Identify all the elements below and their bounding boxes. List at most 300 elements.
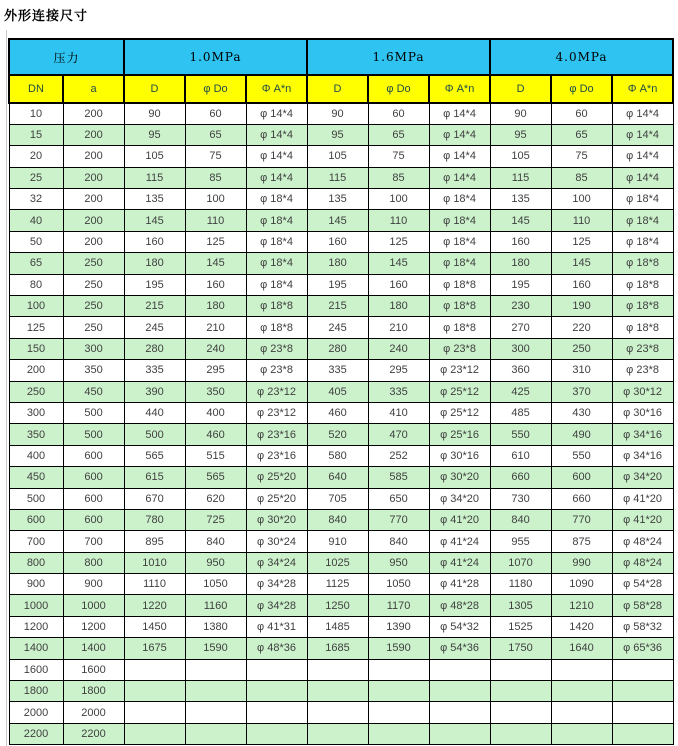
table-cell[interactable]: φ 18*4 [246, 274, 307, 295]
table-cell[interactable]: 600 [63, 509, 124, 530]
table-cell[interactable]: 700 [63, 531, 124, 552]
table-cell[interactable]: 1675 [124, 638, 185, 659]
table-cell[interactable] [612, 659, 673, 680]
table-cell[interactable]: φ 14*4 [429, 124, 490, 145]
table-cell[interactable]: 100 [368, 189, 429, 210]
table-cell[interactable]: 490 [551, 424, 612, 445]
table-cell[interactable]: 550 [551, 445, 612, 466]
table-cell[interactable]: 1200 [63, 616, 124, 637]
table-cell[interactable]: 800 [63, 552, 124, 573]
table-cell[interactable]: 160 [307, 231, 368, 252]
table-cell[interactable]: φ 18*4 [612, 189, 673, 210]
table-cell[interactable]: 115 [124, 167, 185, 188]
table-cell[interactable]: 270 [490, 317, 551, 338]
table-cell[interactable]: φ 14*4 [612, 146, 673, 167]
table-cell[interactable]: φ 14*4 [246, 124, 307, 145]
table-cell[interactable]: 1590 [185, 638, 246, 659]
table-cell[interactable]: φ 23*8 [612, 360, 673, 381]
table-cell[interactable]: 160 [124, 231, 185, 252]
table-cell[interactable]: 145 [368, 253, 429, 274]
table-cell[interactable]: 1590 [368, 638, 429, 659]
table-cell[interactable]: 370 [551, 381, 612, 402]
group-header-4.0mpa[interactable]: 4.0MPa [490, 39, 673, 75]
col-header-d-1[interactable]: D [124, 75, 185, 103]
table-cell[interactable]: 1525 [490, 616, 551, 637]
table-cell[interactable]: 85 [368, 167, 429, 188]
table-cell[interactable]: 20 [9, 146, 63, 167]
table-cell[interactable]: 75 [185, 146, 246, 167]
table-cell[interactable]: 350 [9, 424, 63, 445]
table-cell[interactable]: 770 [368, 509, 429, 530]
table-cell[interactable]: 1800 [63, 681, 124, 702]
table-cell[interactable]: 485 [490, 402, 551, 423]
table-cell[interactable]: 210 [368, 317, 429, 338]
table-cell[interactable]: 200 [9, 360, 63, 381]
table-cell[interactable]: 1010 [124, 552, 185, 573]
table-cell[interactable]: 770 [551, 509, 612, 530]
table-cell[interactable]: 145 [490, 210, 551, 231]
group-header-1.0mpa[interactable]: 1.0MPa [124, 39, 307, 75]
table-cell[interactable]: 450 [63, 381, 124, 402]
col-header-d-3[interactable]: D [490, 75, 551, 103]
table-cell[interactable]: 50 [9, 231, 63, 252]
table-cell[interactable]: φ 18*8 [246, 296, 307, 317]
table-cell[interactable]: 65 [368, 124, 429, 145]
table-cell[interactable]: 245 [124, 317, 185, 338]
table-cell[interactable]: 1400 [9, 638, 63, 659]
table-cell[interactable] [124, 702, 185, 723]
table-cell[interactable]: 1110 [124, 574, 185, 595]
table-cell[interactable]: 250 [63, 274, 124, 295]
table-cell[interactable]: φ 23*12 [246, 381, 307, 402]
table-cell[interactable]: 950 [185, 552, 246, 573]
table-cell[interactable]: 195 [307, 274, 368, 295]
table-cell[interactable] [551, 681, 612, 702]
table-cell[interactable]: 95 [490, 124, 551, 145]
table-cell[interactable] [429, 723, 490, 744]
table-cell[interactable]: φ 41*20 [612, 488, 673, 509]
table-cell[interactable]: 840 [185, 531, 246, 552]
table-cell[interactable]: φ 14*4 [246, 103, 307, 124]
table-cell[interactable]: 450 [9, 467, 63, 488]
table-cell[interactable]: φ 23*8 [246, 338, 307, 359]
table-cell[interactable]: φ 18*4 [429, 189, 490, 210]
table-cell[interactable]: 105 [307, 146, 368, 167]
table-cell[interactable] [490, 702, 551, 723]
table-cell[interactable]: 75 [368, 146, 429, 167]
table-cell[interactable]: φ 18*4 [612, 210, 673, 231]
table-cell[interactable]: 500 [124, 424, 185, 445]
table-cell[interactable]: φ 48*36 [246, 638, 307, 659]
table-cell[interactable]: 600 [63, 467, 124, 488]
col-header-dn[interactable]: DN [9, 75, 63, 103]
table-cell[interactable]: φ 41*31 [246, 616, 307, 637]
table-cell[interactable]: φ 34*28 [246, 595, 307, 616]
table-cell[interactable]: 250 [63, 296, 124, 317]
table-cell[interactable]: 180 [490, 253, 551, 274]
table-cell[interactable]: 95 [307, 124, 368, 145]
table-cell[interactable]: 90 [490, 103, 551, 124]
table-cell[interactable]: 2000 [63, 702, 124, 723]
table-cell[interactable]: φ 18*8 [612, 296, 673, 317]
table-cell[interactable]: 65 [9, 253, 63, 274]
table-cell[interactable]: 200 [63, 146, 124, 167]
table-cell[interactable]: 135 [124, 189, 185, 210]
table-cell[interactable]: 1250 [307, 595, 368, 616]
table-cell[interactable]: φ 23*16 [246, 445, 307, 466]
table-cell[interactable]: 460 [307, 402, 368, 423]
table-cell[interactable]: 65 [185, 124, 246, 145]
table-cell[interactable] [246, 681, 307, 702]
table-cell[interactable]: 350 [185, 381, 246, 402]
table-cell[interactable]: 1685 [307, 638, 368, 659]
table-cell[interactable]: 60 [185, 103, 246, 124]
table-cell[interactable]: 252 [368, 445, 429, 466]
table-cell[interactable]: 660 [490, 467, 551, 488]
table-cell[interactable]: 125 [185, 231, 246, 252]
table-cell[interactable]: φ 18*4 [246, 231, 307, 252]
table-cell[interactable]: 1485 [307, 616, 368, 637]
table-cell[interactable]: 460 [185, 424, 246, 445]
table-cell[interactable]: 950 [368, 552, 429, 573]
table-cell[interactable]: 60 [551, 103, 612, 124]
table-cell[interactable]: 160 [490, 231, 551, 252]
col-header-do-1[interactable]: φ Do [185, 75, 246, 103]
table-cell[interactable]: 335 [124, 360, 185, 381]
table-cell[interactable]: φ 14*4 [246, 146, 307, 167]
col-header-do-2[interactable]: φ Do [368, 75, 429, 103]
table-cell[interactable] [246, 702, 307, 723]
table-cell[interactable] [307, 681, 368, 702]
table-cell[interactable]: 125 [551, 231, 612, 252]
table-cell[interactable]: 580 [307, 445, 368, 466]
table-cell[interactable]: 600 [9, 509, 63, 530]
table-cell[interactable]: 1305 [490, 595, 551, 616]
table-cell[interactable]: 840 [368, 531, 429, 552]
table-cell[interactable] [124, 681, 185, 702]
col-header-an-1[interactable]: Φ A*n [246, 75, 307, 103]
table-cell[interactable]: 200 [63, 103, 124, 124]
table-cell[interactable]: φ 23*8 [246, 360, 307, 381]
table-cell[interactable]: 145 [307, 210, 368, 231]
table-cell[interactable] [246, 659, 307, 680]
table-cell[interactable]: 360 [490, 360, 551, 381]
table-cell[interactable]: φ 23*16 [246, 424, 307, 445]
table-cell[interactable] [490, 723, 551, 744]
table-cell[interactable]: φ 41*24 [429, 531, 490, 552]
table-cell[interactable]: 1125 [307, 574, 368, 595]
table-cell[interactable]: 615 [124, 467, 185, 488]
table-cell[interactable]: φ 18*4 [429, 231, 490, 252]
table-cell[interactable]: φ 34*28 [246, 574, 307, 595]
table-cell[interactable] [185, 702, 246, 723]
table-cell[interactable]: 2200 [9, 723, 63, 744]
table-cell[interactable]: 400 [9, 445, 63, 466]
table-cell[interactable]: 295 [368, 360, 429, 381]
table-cell[interactable]: 200 [63, 189, 124, 210]
table-cell[interactable]: 390 [124, 381, 185, 402]
table-cell[interactable]: 440 [124, 402, 185, 423]
table-cell[interactable]: 730 [490, 488, 551, 509]
table-cell[interactable] [307, 723, 368, 744]
table-cell[interactable]: 200 [63, 167, 124, 188]
table-cell[interactable]: 430 [551, 402, 612, 423]
table-cell[interactable] [490, 659, 551, 680]
table-cell[interactable]: φ 25*20 [246, 467, 307, 488]
table-cell[interactable]: 250 [63, 253, 124, 274]
table-cell[interactable]: 40 [9, 210, 63, 231]
table-cell[interactable]: 200 [63, 210, 124, 231]
table-cell[interactable]: 1400 [63, 638, 124, 659]
table-cell[interactable]: 230 [490, 296, 551, 317]
table-cell[interactable]: φ 48*24 [612, 552, 673, 573]
table-cell[interactable]: 195 [490, 274, 551, 295]
table-cell[interactable]: φ 41*20 [612, 509, 673, 530]
col-header-d-2[interactable]: D [307, 75, 368, 103]
table-cell[interactable]: 250 [63, 317, 124, 338]
table-cell[interactable]: 515 [185, 445, 246, 466]
table-cell[interactable] [368, 702, 429, 723]
table-cell[interactable]: 520 [307, 424, 368, 445]
table-cell[interactable]: 1050 [368, 574, 429, 595]
table-cell[interactable]: 200 [63, 124, 124, 145]
table-cell[interactable]: φ 25*16 [429, 424, 490, 445]
group-header-1.6mpa[interactable]: 1.6MPa [307, 39, 490, 75]
table-cell[interactable]: 200 [63, 231, 124, 252]
table-cell[interactable]: φ 25*12 [429, 402, 490, 423]
table-cell[interactable]: 100 [551, 189, 612, 210]
table-cell[interactable]: 500 [63, 424, 124, 445]
table-cell[interactable]: φ 58*28 [612, 595, 673, 616]
table-cell[interactable]: 180 [368, 296, 429, 317]
table-cell[interactable]: 195 [124, 274, 185, 295]
table-cell[interactable]: 1000 [9, 595, 63, 616]
table-cell[interactable]: 1090 [551, 574, 612, 595]
table-cell[interactable]: φ 23*8 [429, 338, 490, 359]
table-cell[interactable]: 1050 [185, 574, 246, 595]
table-cell[interactable]: 1070 [490, 552, 551, 573]
table-cell[interactable]: 125 [368, 231, 429, 252]
table-cell[interactable]: φ 48*28 [429, 595, 490, 616]
table-cell[interactable]: 125 [9, 317, 63, 338]
table-cell[interactable] [612, 702, 673, 723]
table-cell[interactable]: φ 18*8 [429, 274, 490, 295]
table-cell[interactable] [246, 723, 307, 744]
table-cell[interactable]: φ 34*16 [612, 445, 673, 466]
table-cell[interactable]: φ 34*16 [612, 424, 673, 445]
table-cell[interactable]: φ 48*24 [612, 531, 673, 552]
table-cell[interactable]: 585 [368, 467, 429, 488]
table-cell[interactable] [551, 659, 612, 680]
table-cell[interactable]: 180 [307, 253, 368, 274]
table-cell[interactable]: 60 [368, 103, 429, 124]
table-cell[interactable]: 335 [368, 381, 429, 402]
table-cell[interactable]: 990 [551, 552, 612, 573]
table-cell[interactable]: 90 [124, 103, 185, 124]
table-cell[interactable]: 955 [490, 531, 551, 552]
table-cell[interactable]: 1000 [63, 595, 124, 616]
table-cell[interactable] [612, 681, 673, 702]
table-cell[interactable] [124, 723, 185, 744]
table-cell[interactable]: 280 [124, 338, 185, 359]
table-cell[interactable]: φ 34*24 [246, 552, 307, 573]
table-cell[interactable]: 100 [9, 296, 63, 317]
table-cell[interactable]: φ 14*4 [429, 103, 490, 124]
table-cell[interactable]: φ 14*4 [429, 167, 490, 188]
col-header-do-3[interactable]: φ Do [551, 75, 612, 103]
table-cell[interactable]: 75 [551, 146, 612, 167]
table-cell[interactable]: 350 [63, 360, 124, 381]
table-cell[interactable]: 425 [490, 381, 551, 402]
table-cell[interactable]: 90 [307, 103, 368, 124]
table-cell[interactable]: 15 [9, 124, 63, 145]
table-cell[interactable]: 1600 [63, 659, 124, 680]
table-cell[interactable]: φ 14*4 [246, 167, 307, 188]
table-cell[interactable]: 150 [9, 338, 63, 359]
table-cell[interactable]: 840 [307, 509, 368, 530]
table-cell[interactable]: 160 [551, 274, 612, 295]
table-cell[interactable]: φ 34*20 [429, 488, 490, 509]
table-cell[interactable]: 620 [185, 488, 246, 509]
table-cell[interactable]: 215 [307, 296, 368, 317]
table-cell[interactable]: 180 [124, 253, 185, 274]
table-cell[interactable]: φ 25*20 [246, 488, 307, 509]
table-cell[interactable]: 895 [124, 531, 185, 552]
table-cell[interactable]: 840 [490, 509, 551, 530]
table-cell[interactable]: φ 54*32 [429, 616, 490, 637]
table-cell[interactable]: 145 [185, 253, 246, 274]
table-cell[interactable] [124, 659, 185, 680]
table-cell[interactable]: 1210 [551, 595, 612, 616]
table-cell[interactable]: 135 [490, 189, 551, 210]
table-cell[interactable]: 240 [185, 338, 246, 359]
table-cell[interactable]: 110 [185, 210, 246, 231]
table-cell[interactable]: φ 54*28 [612, 574, 673, 595]
table-cell[interactable]: φ 18*4 [246, 210, 307, 231]
table-cell[interactable]: 300 [9, 402, 63, 423]
table-cell[interactable]: 115 [490, 167, 551, 188]
table-cell[interactable]: 600 [551, 467, 612, 488]
table-cell[interactable]: φ 30*12 [612, 381, 673, 402]
col-header-an-3[interactable]: Φ A*n [612, 75, 673, 103]
table-cell[interactable]: 80 [9, 274, 63, 295]
table-cell[interactable]: 1220 [124, 595, 185, 616]
table-cell[interactable]: 250 [9, 381, 63, 402]
table-cell[interactable]: 1390 [368, 616, 429, 637]
table-cell[interactable] [368, 659, 429, 680]
table-cell[interactable] [185, 681, 246, 702]
table-cell[interactable]: φ 14*4 [612, 167, 673, 188]
table-cell[interactable]: 300 [63, 338, 124, 359]
table-cell[interactable] [429, 681, 490, 702]
table-cell[interactable]: 115 [307, 167, 368, 188]
table-cell[interactable]: 670 [124, 488, 185, 509]
table-cell[interactable]: φ 18*8 [429, 296, 490, 317]
table-cell[interactable] [368, 681, 429, 702]
table-cell[interactable]: φ 23*12 [246, 402, 307, 423]
table-cell[interactable]: 85 [185, 167, 246, 188]
table-cell[interactable]: φ 18*4 [612, 231, 673, 252]
table-cell[interactable]: 800 [9, 552, 63, 573]
table-cell[interactable]: 565 [124, 445, 185, 466]
table-cell[interactable]: 220 [551, 317, 612, 338]
table-cell[interactable]: 1180 [490, 574, 551, 595]
table-cell[interactable]: 700 [9, 531, 63, 552]
table-cell[interactable]: 1600 [9, 659, 63, 680]
table-cell[interactable]: 470 [368, 424, 429, 445]
table-cell[interactable]: φ 41*20 [429, 509, 490, 530]
table-cell[interactable]: 1200 [9, 616, 63, 637]
table-cell[interactable]: 610 [490, 445, 551, 466]
table-cell[interactable]: φ 14*4 [429, 146, 490, 167]
table-cell[interactable]: φ 18*4 [429, 253, 490, 274]
table-cell[interactable]: 600 [63, 488, 124, 509]
table-cell[interactable]: φ 14*4 [612, 103, 673, 124]
table-cell[interactable]: 105 [124, 146, 185, 167]
table-cell[interactable]: φ 58*32 [612, 616, 673, 637]
table-cell[interactable]: φ 18*8 [612, 317, 673, 338]
table-cell[interactable]: 1750 [490, 638, 551, 659]
table-cell[interactable] [185, 659, 246, 680]
table-cell[interactable]: 405 [307, 381, 368, 402]
table-cell[interactable]: 295 [185, 360, 246, 381]
table-cell[interactable]: 210 [185, 317, 246, 338]
table-cell[interactable]: 310 [551, 360, 612, 381]
table-cell[interactable]: 85 [551, 167, 612, 188]
table-cell[interactable]: 10 [9, 103, 63, 124]
table-cell[interactable]: φ 34*20 [612, 467, 673, 488]
table-cell[interactable]: 1025 [307, 552, 368, 573]
table-cell[interactable]: 725 [185, 509, 246, 530]
table-cell[interactable]: 110 [368, 210, 429, 231]
table-cell[interactable]: 145 [124, 210, 185, 231]
table-cell[interactable]: 65 [551, 124, 612, 145]
table-cell[interactable]: 250 [551, 338, 612, 359]
table-cell[interactable]: 160 [185, 274, 246, 295]
table-cell[interactable] [612, 723, 673, 744]
table-cell[interactable]: φ 41*28 [429, 574, 490, 595]
table-cell[interactable]: φ 18*8 [612, 253, 673, 274]
table-cell[interactable]: 280 [307, 338, 368, 359]
table-cell[interactable]: 180 [185, 296, 246, 317]
table-cell[interactable]: φ 18*4 [429, 210, 490, 231]
table-cell[interactable]: φ 18*4 [246, 253, 307, 274]
table-cell[interactable]: 900 [63, 574, 124, 595]
table-cell[interactable]: 245 [307, 317, 368, 338]
table-cell[interactable]: 900 [9, 574, 63, 595]
table-cell[interactable]: 32 [9, 189, 63, 210]
table-cell[interactable]: 300 [490, 338, 551, 359]
table-cell[interactable]: 2200 [63, 723, 124, 744]
table-cell[interactable]: φ 54*36 [429, 638, 490, 659]
table-cell[interactable]: 190 [551, 296, 612, 317]
table-cell[interactable] [307, 659, 368, 680]
table-cell[interactable] [185, 723, 246, 744]
table-cell[interactable]: φ 25*12 [429, 381, 490, 402]
table-cell[interactable]: 1380 [185, 616, 246, 637]
table-cell[interactable]: φ 30*20 [246, 509, 307, 530]
table-cell[interactable]: φ 30*16 [429, 445, 490, 466]
table-cell[interactable]: φ 65*36 [612, 638, 673, 659]
table-cell[interactable]: φ 18*4 [246, 189, 307, 210]
table-cell[interactable]: φ 30*20 [429, 467, 490, 488]
table-cell[interactable]: 95 [124, 124, 185, 145]
table-cell[interactable]: φ 18*8 [429, 317, 490, 338]
table-cell[interactable]: 910 [307, 531, 368, 552]
table-cell[interactable]: 110 [551, 210, 612, 231]
table-cell[interactable]: φ 30*16 [612, 402, 673, 423]
table-cell[interactable]: 25 [9, 167, 63, 188]
